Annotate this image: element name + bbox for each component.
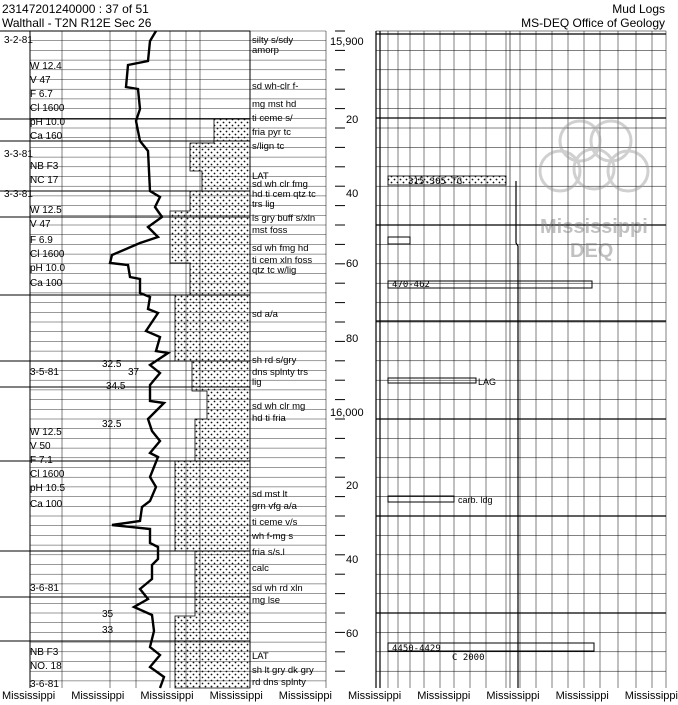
lithology-description: sd wh-clr f- — [252, 81, 299, 92]
sand-fill-column — [170, 31, 250, 688]
lithology-description: wh f-mg s — [252, 531, 294, 542]
drill-rate-value: 34.5 — [106, 381, 126, 392]
drill-rate-value: 35 — [102, 609, 114, 620]
lithology-description: rd dns splnty — [252, 677, 306, 688]
footer-watermark-word: Mississippi — [417, 690, 471, 702]
lithology-description: trs lig — [252, 199, 275, 210]
footer-watermark-word: Mississippi — [209, 690, 263, 702]
document-type: Mud Logs — [612, 2, 665, 16]
mud-log-chart — [0, 31, 671, 688]
footer-watermark-word: Mississippi — [348, 690, 402, 702]
left-annotations — [4, 35, 140, 690]
lithology-description: calc — [252, 563, 269, 574]
lithology-description: fria s/s.l — [252, 547, 285, 558]
footer-watermark-word: Mississippi — [71, 690, 125, 702]
well-location: Walthall - T2N R12E Sec 26 — [2, 16, 152, 30]
depth-label: 16,000 — [330, 407, 364, 419]
bit-number: NB F3 — [30, 161, 59, 172]
lithology-description: sd a/a — [252, 309, 278, 320]
lithology-description: grn vfg a/a — [252, 501, 297, 512]
gas-label: 4450-4429 — [392, 644, 441, 654]
right-grid — [376, 31, 666, 688]
gas-label: carb. ldg — [458, 495, 493, 505]
core-number: NC 17 — [30, 175, 59, 186]
footer-watermark-word: Mississippi — [624, 690, 678, 702]
lithology-description: dns splnty trs — [252, 367, 308, 378]
lithology-description: ls gry buff s/xln — [252, 213, 316, 224]
mud-ph: pH 10.0 — [30, 117, 66, 128]
depth-label: 60 — [346, 258, 359, 270]
lithology-description: sd wh clr fmg — [252, 179, 308, 190]
lithology-description: sd wh clr mg — [252, 401, 306, 412]
date-label: 3-6-81 — [30, 679, 59, 690]
mud-viscosity: V 47 — [30, 75, 51, 86]
mud-ph: pH 10.0 — [30, 263, 66, 274]
gas-show-bar — [388, 378, 476, 383]
mud-filtrate: F 6.9 — [30, 235, 53, 246]
mud-weight: W 12.5 — [30, 205, 62, 216]
mud-filtrate: F 7.1 — [30, 455, 53, 466]
date-label: 3-2-81 — [4, 35, 33, 46]
depth-label: 20 — [346, 114, 359, 126]
mud-chloride: Cl 1600 — [30, 249, 65, 260]
gas-label: 470-462 — [392, 280, 430, 290]
watermark-word: DEQ — [570, 240, 614, 262]
lithology-description: mst foss — [252, 225, 288, 236]
gas-label: 315-305 TG — [408, 177, 463, 187]
lithology-description: sh rd s/gry — [252, 355, 297, 366]
gas-annotations — [392, 177, 496, 663]
watermark-word: Mississippi — [540, 216, 648, 238]
footer-watermark-word: Mississippi — [555, 690, 609, 702]
lithology-description: mg lse — [252, 595, 280, 606]
mud-viscosity: V 47 — [30, 219, 51, 230]
lithology-description: hd ti cem qtz tc — [252, 189, 316, 200]
footer-watermark-word: Mississippi — [486, 690, 540, 702]
mud-chloride: Cl 1600 — [30, 103, 65, 114]
mud-chloride: Cl 1600 — [30, 469, 65, 480]
footer-watermark-word: Mississippi — [278, 690, 332, 702]
office-name: MS-DEQ Office of Geology — [521, 16, 665, 30]
footer-watermark-word: Mississippi — [140, 690, 194, 702]
depth-label: 15,900 — [330, 36, 364, 48]
lithology-description: sd wh rd xln — [252, 583, 303, 594]
mud-ph: pH 10.5 — [30, 483, 66, 494]
depth-label: 40 — [346, 554, 359, 566]
gas-label: LAG — [478, 377, 497, 387]
drill-rate-value: 33 — [102, 625, 114, 636]
lithology-description: fria pyr tc — [252, 127, 292, 138]
drill-rate-value: 32.5 — [102, 419, 122, 430]
lithology-description: hd ti fria — [252, 413, 286, 424]
lithology-description: LAT — [252, 171, 269, 182]
lithology-description: amorp — [252, 45, 279, 56]
lithology-description: ti cem xln foss — [252, 255, 313, 266]
mud-viscosity: V 50 — [30, 441, 51, 452]
depth-labels — [330, 36, 364, 640]
watermark — [540, 121, 648, 262]
bit-number: NB F3 — [30, 647, 59, 658]
depth-label: 80 — [346, 333, 359, 345]
lithology-description: LAT — [252, 651, 269, 662]
mud-calcium: Ca 100 — [30, 499, 63, 510]
footer-watermark-word: Mississippi — [2, 690, 56, 702]
lithology-description: ti ceme v/s — [252, 517, 298, 528]
mud-filtrate: F 6.7 — [30, 89, 53, 100]
mud-weight: W 12.4 — [30, 61, 62, 72]
background-gas-curve — [516, 181, 518, 688]
gas-label: C 2000 — [452, 653, 485, 663]
date-label: 3-3-81 — [4, 149, 33, 160]
mud-calcium: Ca 100 — [30, 278, 63, 289]
date-label: 3-6-81 — [30, 583, 59, 594]
depth-label: 40 — [346, 188, 359, 200]
lithology-description: sd wh fmg hd — [252, 243, 309, 254]
depth-tick-marks — [335, 31, 345, 671]
drill-rate-value: 37 — [128, 367, 140, 378]
lithology-description: sh lt gry dk gry — [252, 665, 314, 676]
mud-weight: W 12.5 — [30, 427, 62, 438]
lithology-description: lig — [252, 377, 262, 388]
lithology-description: s/lign tc — [252, 141, 285, 152]
lithology-column — [110, 31, 250, 688]
lithology-description: silty s/sdy — [252, 35, 294, 46]
depth-label: 60 — [346, 628, 359, 640]
mississippi-deq-seal-icon — [540, 121, 648, 191]
core-number: NO. 18 — [30, 661, 62, 672]
lithology-descriptions — [251, 35, 316, 688]
lithology-description: ti ceme s/ — [252, 113, 293, 124]
document-id: 23147201240000 : 37 of 51 — [2, 2, 149, 16]
gas-show-bar — [388, 237, 410, 244]
lithology-description: sd mst lt — [252, 489, 288, 500]
drill-rate-value: 32.5 — [102, 359, 122, 370]
date-label: 3-5-81 — [30, 367, 59, 378]
lithology-description: mg mst hd — [252, 99, 297, 110]
depth-label: 20 — [346, 480, 359, 492]
footer-watermark-strip — [0, 688, 678, 705]
lithology-description: qtz tc w/lig — [252, 265, 297, 276]
mud-calcium: Ca 160 — [30, 131, 63, 142]
date-label: 3-3-81 — [4, 189, 33, 200]
